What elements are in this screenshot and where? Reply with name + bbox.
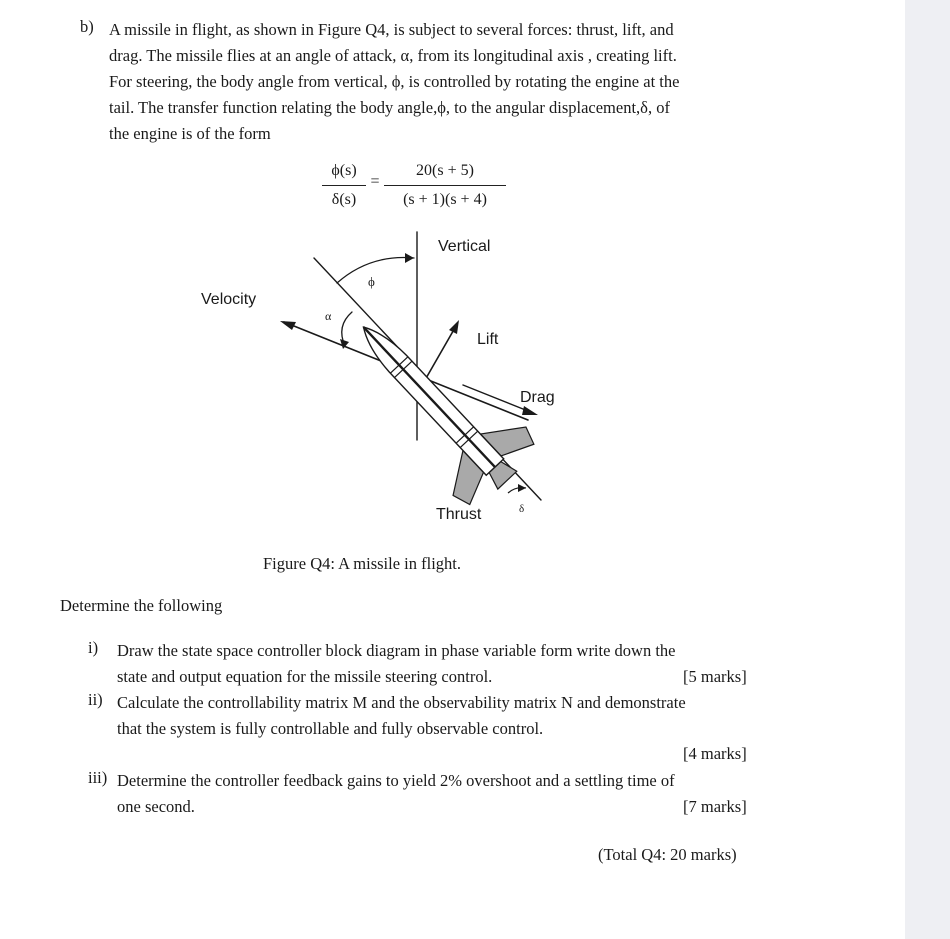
- intro-line: A missile in flight, as shown in Figure Q4, is subject to several forces: thrust, lift, and: [109, 20, 674, 39]
- delta-arc-arrowhead: [518, 484, 526, 492]
- velocity-label: Velocity: [201, 291, 257, 308]
- question-text: [117, 768, 675, 820]
- question-marks: [7 marks]: [683, 797, 747, 816]
- question-line: that the system is fully controllable and fully observable control.: [117, 719, 544, 738]
- intro-line: the engine is of the form: [109, 124, 271, 143]
- delta-label: δ: [519, 503, 525, 515]
- drag-arrowhead: [522, 406, 538, 415]
- part-label: b): [80, 17, 94, 36]
- question-line: Draw the state space controller block diagram in phase variable form write down the: [117, 641, 676, 660]
- question-number: iii): [88, 768, 108, 787]
- question-line: Calculate the controllability matrix M and the observability matrix N and demonstrate: [117, 693, 686, 712]
- question-marks: [4 marks]: [683, 744, 747, 763]
- delta-arc-group: [508, 484, 526, 493]
- determine-heading: Determine the following: [60, 596, 223, 615]
- alpha-label: α: [325, 309, 332, 323]
- question-number: i): [88, 638, 99, 657]
- phi-arc: [337, 258, 414, 283]
- rhs-numerator: 20(s + 5): [416, 162, 474, 179]
- lift-arrowhead: [449, 320, 459, 334]
- vertical-label: Vertical: [438, 238, 491, 255]
- lift-vector: [425, 326, 456, 380]
- equals-sign: =: [370, 173, 380, 190]
- drag-label: Drag: [520, 389, 555, 406]
- question-marks: [5 marks]: [683, 667, 747, 686]
- question-text: [117, 638, 676, 690]
- missile-centerline: [364, 327, 495, 467]
- question-line: one second.: [117, 797, 195, 816]
- lift-label: Lift: [477, 331, 499, 348]
- intro-line: For steering, the body angle from vertical, ϕ, is controlled by rotating the engine at the: [109, 72, 680, 91]
- intro-line: drag. The missile flies at an angle of attack, α, from its longitudinal axis , creating lift.: [109, 46, 677, 65]
- thrust-label: Thrust: [436, 506, 482, 523]
- phi-label: ϕ: [368, 274, 375, 289]
- lhs-denominator: δ(s): [331, 191, 357, 208]
- intro-line: tail. The transfer function relating the body angle,ϕ, to the angular displacement,δ, of: [109, 98, 670, 117]
- total-marks: (Total Q4: 20 marks): [598, 845, 737, 864]
- rhs-denominator: (s + 1)(s + 4): [403, 191, 487, 208]
- velocity-arrowhead: [280, 321, 296, 330]
- question-number: ii): [88, 690, 103, 709]
- lhs-numerator: ϕ(s): [331, 162, 357, 179]
- phi-arc-arrowhead: [405, 253, 414, 263]
- question-line: state and output equation for the missile steering control.: [117, 667, 493, 686]
- figure-caption: Figure Q4: A missile in flight.: [263, 554, 462, 573]
- question-line: Determine the controller feedback gains to yield 2% overshoot and a settling time of: [117, 771, 675, 790]
- question-text: [117, 690, 686, 742]
